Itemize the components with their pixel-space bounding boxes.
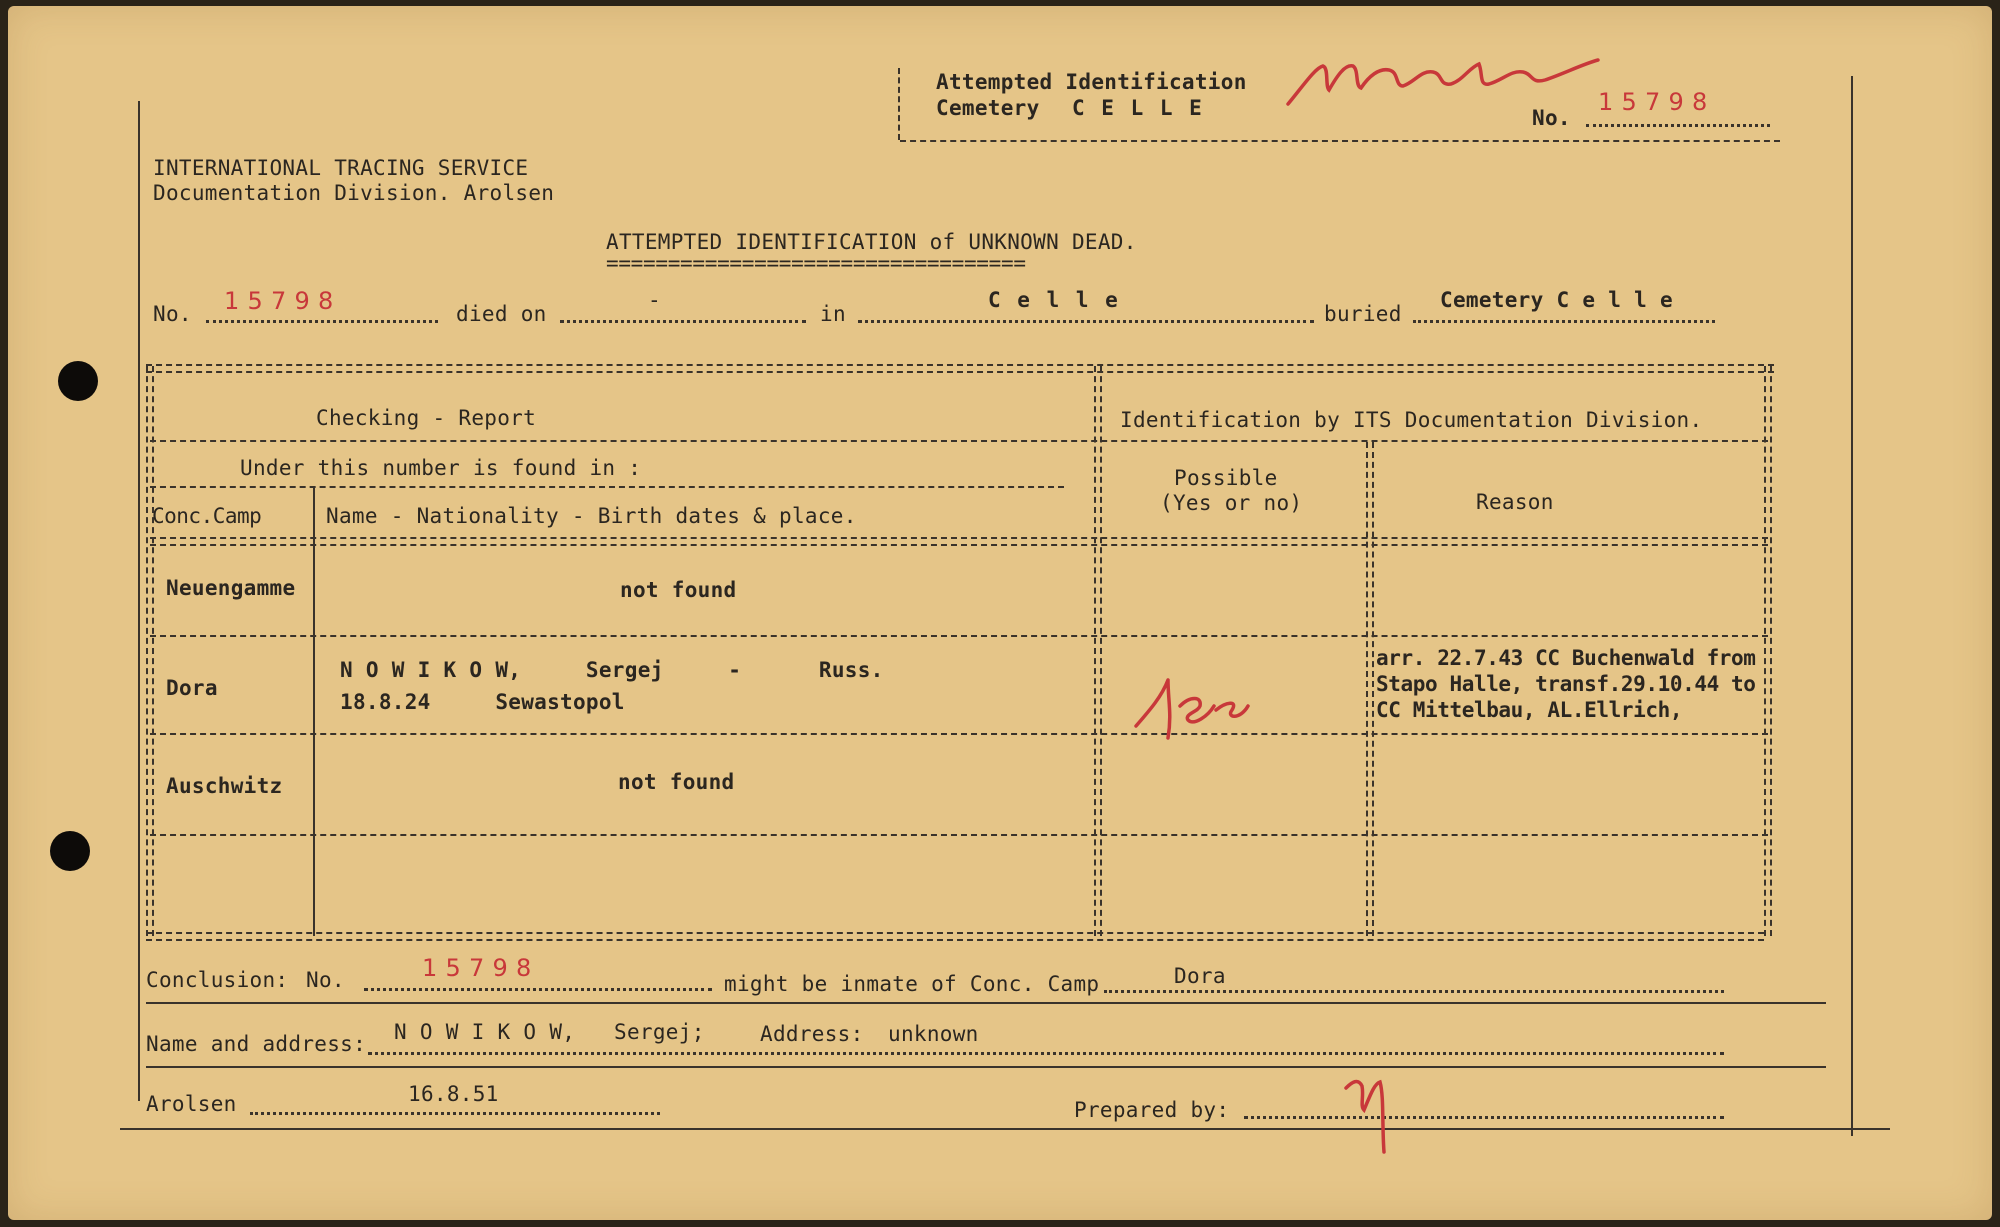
handwritten-yes-scrawl: [1128, 666, 1258, 746]
conclusion-camp: Dora: [1174, 964, 1226, 988]
header-no-label: No.: [1532, 106, 1571, 130]
conclusion-label: Conclusion:: [146, 968, 289, 992]
col-name-header: Name - Nationality - Birth dates & place.: [326, 504, 857, 528]
row-name-dora-line1: N O W I K O W, Sergej - Russ.: [340, 658, 884, 682]
buried-value: Cemetery C e l l e: [1440, 288, 1673, 312]
conclusion-rule: [146, 1002, 1826, 1004]
org-line2: Documentation Division. Arolsen: [153, 181, 555, 205]
row-camp-auschwitz: Auschwitz: [166, 774, 283, 798]
punch-hole-bottom: [50, 831, 90, 871]
table-left-border: [146, 366, 154, 936]
right-margin-line: [1851, 76, 1853, 1136]
header-box-left-border: [898, 68, 900, 140]
org-line1: INTERNATIONAL TRACING SERVICE: [153, 156, 529, 180]
table-right-border: [1764, 366, 1772, 936]
row-reason-dora-line3: CC Mittelbau, AL.Ellrich,: [1376, 698, 1683, 722]
bottom-margin-line: [120, 1128, 1890, 1130]
buried-dots: [1413, 320, 1715, 323]
col-possible-header-2: (Yes or no): [1160, 491, 1303, 515]
row-camp-neuengamme: Neuengamme: [166, 576, 296, 600]
footer-place: Arolsen: [146, 1092, 237, 1116]
name-address-dots: [368, 1052, 1724, 1055]
address-value: unknown: [888, 1022, 979, 1046]
table-subheader-line: [150, 440, 1768, 442]
checking-report-header: Checking - Report: [316, 406, 537, 430]
col-reason-header: Reason: [1476, 490, 1554, 514]
died-on-value: -: [648, 288, 661, 312]
footer-date: 16.8.51: [408, 1082, 499, 1106]
left-margin-line: [138, 101, 140, 1101]
identification-header: Identification by ITS Documentation Division.: [1120, 408, 1703, 432]
conclusion-no-label: No.: [306, 968, 345, 992]
died-on-dots: [560, 320, 806, 323]
conclusion-no-value: 1 5 7 9 8: [422, 954, 532, 982]
died-on-label: died on: [456, 302, 547, 326]
in-value: C e l l e: [988, 288, 1120, 312]
row-name-neuengamme: not found: [620, 578, 737, 602]
row-camp-dora: Dora: [166, 676, 218, 700]
table-camp-name-divider: [313, 486, 315, 936]
in-label: in: [820, 302, 846, 326]
row-name-dora-line2: 18.8.24 Sewastopol: [340, 690, 625, 714]
table-possible-reason-divider: [1366, 442, 1374, 936]
table-top-border: [146, 364, 1774, 373]
table-row2-bottom: [150, 733, 1768, 735]
table-row1-bottom: [150, 635, 1768, 637]
header-no-dots: [1586, 124, 1770, 127]
name-address-rule: [146, 1066, 1826, 1068]
conclusion-camp-dots: [1104, 990, 1724, 993]
found-in-header: Under this number is found in :: [240, 456, 642, 480]
record-no-value: 1 5 7 9 8: [224, 287, 334, 315]
footer-date-dots: [250, 1112, 660, 1115]
table-header-bottom: [150, 537, 1768, 546]
header-no-value: 1 5 7 9 8: [1598, 88, 1708, 116]
col-camp-header: Conc.Camp: [152, 504, 262, 528]
header-box-line1: Attempted Identification: [936, 70, 1247, 94]
row-name-auschwitz: not found: [618, 770, 735, 794]
prepared-by-label: Prepared by:: [1074, 1098, 1230, 1122]
col-possible-header-1: Possible: [1174, 466, 1278, 490]
table-middle-divider: [1094, 366, 1102, 936]
index-card: [8, 6, 1992, 1220]
page-title: ATTEMPTED IDENTIFICATION of UNKNOWN DEAD.: [606, 230, 1137, 254]
name-address-label: Name and address:: [146, 1032, 367, 1056]
in-dots: [858, 320, 1314, 323]
conclusion-middle: might be inmate of Conc. Camp: [724, 972, 1100, 996]
table-row3-bottom: [150, 834, 1768, 836]
handwritten-initial-scrawl: [1338, 1066, 1398, 1156]
record-no-label: No.: [153, 302, 192, 326]
buried-label: buried: [1324, 302, 1402, 326]
conclusion-no-dots: [364, 988, 712, 991]
row-reason-dora-line1: arr. 22.7.43 CC Buchenwald from: [1376, 646, 1756, 670]
table-bottom-border: [146, 932, 1764, 941]
record-no-dots: [206, 320, 438, 323]
punch-hole-top: [58, 361, 98, 401]
title-underline: ==================================: [606, 251, 1026, 275]
row-reason-dora-line2: Stapo Halle, transf.29.10.44 to: [1376, 672, 1756, 696]
header-box-bottom-border: [900, 140, 1780, 142]
header-box-cemetery-label: Cemetery: [936, 96, 1040, 120]
header-box-cemetery-value: C E L L E: [1072, 96, 1204, 120]
address-label: Address:: [760, 1022, 864, 1046]
name-address-name: N O W I K O W, Sergej;: [394, 1020, 705, 1044]
table-foundin-underline: [150, 486, 1064, 488]
prepared-by-dots: [1244, 1116, 1724, 1119]
